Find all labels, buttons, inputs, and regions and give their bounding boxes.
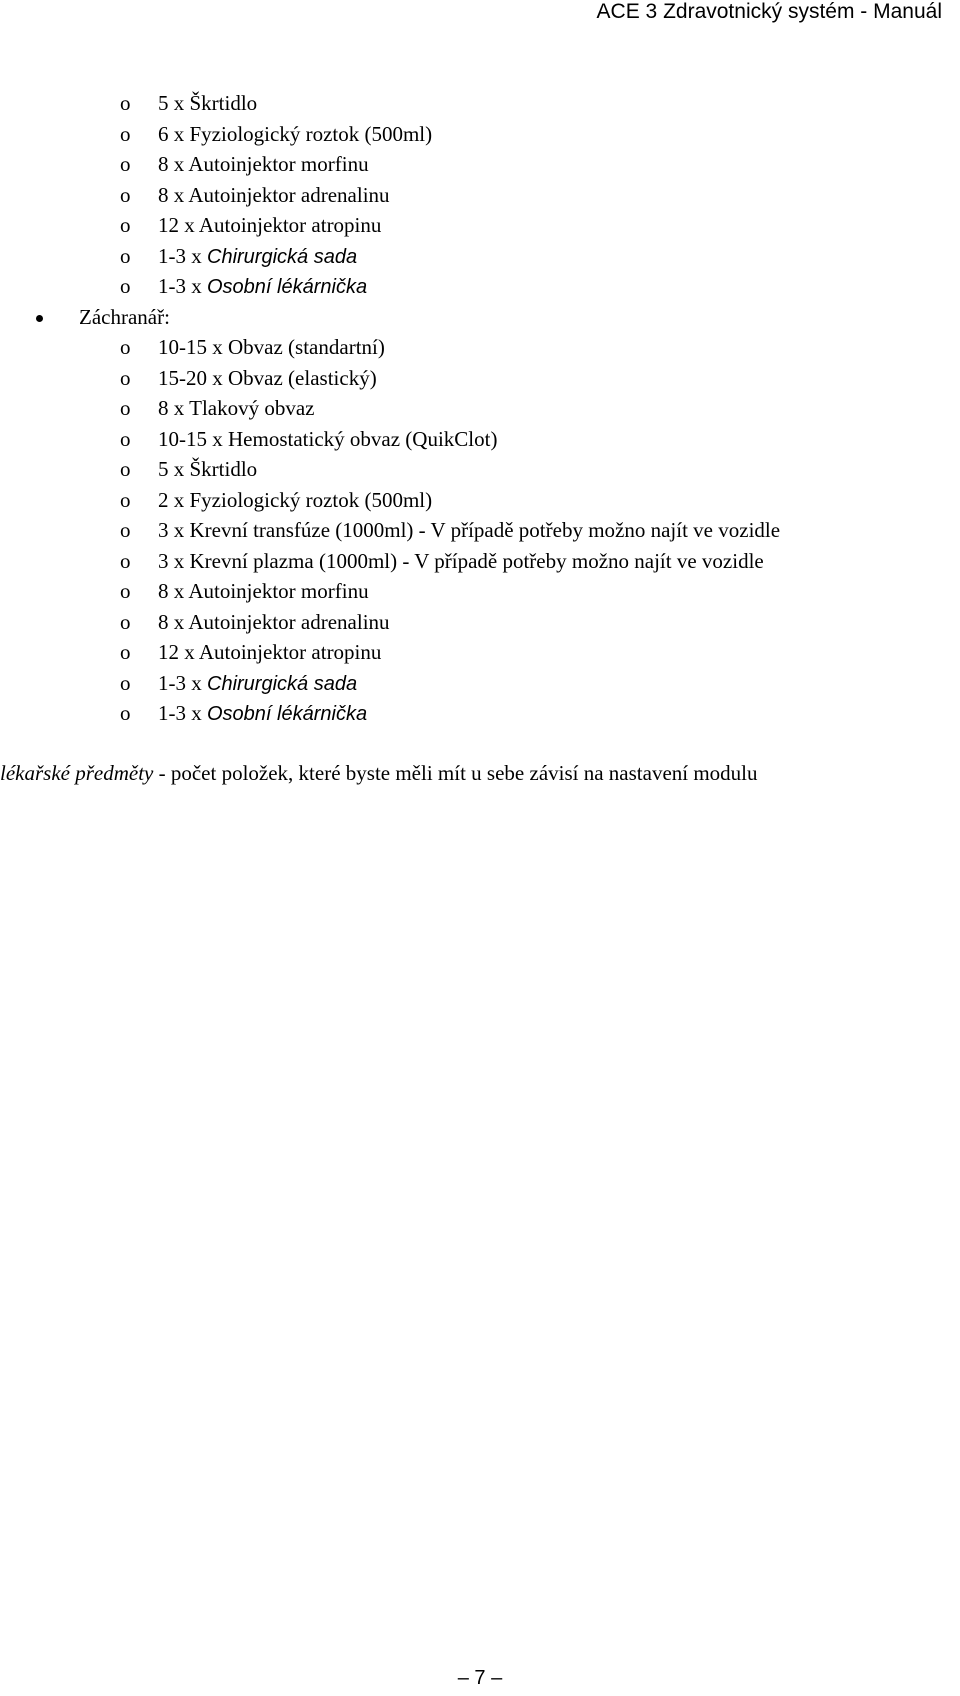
bullet-icon (36, 315, 43, 322)
list-item (0, 424, 960, 455)
list-item (0, 149, 960, 180)
list-marker: o (120, 426, 131, 451)
list-item (0, 119, 960, 150)
item-text: 12 x Autoinjektor atropinu (158, 213, 382, 237)
item-text: 8 x Tlakový obvaz (158, 396, 315, 420)
list-marker: o (120, 609, 131, 634)
item-text: 3 x Krevní transfúze (1000ml) - V případě potřeby možno najít ve vozidle (158, 518, 781, 542)
list-marker: o (120, 701, 131, 725)
item-text: 1-3 x Osobní lékárnička (158, 701, 368, 725)
list-item (0, 698, 960, 729)
item-text: 8 x Autoinjektor morfinu (158, 152, 369, 176)
item-text: 8 x Autoinjektor morfinu (158, 579, 369, 603)
list-item (0, 485, 960, 516)
note-emphasis: lékařské předměty (0, 761, 154, 785)
item-text: 5 x Škrtidlo (158, 457, 258, 481)
page-number: ‒ 7 ‒ (457, 1667, 503, 1689)
list-item (0, 241, 960, 272)
item-text: 2 x Fyziologický roztok (500ml) (158, 487, 433, 512)
item-text: 1-3 x Chirurgická sada (158, 670, 358, 695)
list-item (0, 607, 960, 638)
list-item (0, 576, 960, 607)
list-marker: o (120, 274, 131, 298)
list-item (0, 332, 960, 363)
list-item (0, 668, 960, 699)
list-item (0, 363, 960, 394)
list-item (0, 454, 960, 485)
list-item (0, 271, 960, 302)
equipment-list (0, 88, 960, 729)
list-marker: o (120, 548, 131, 573)
running-header: ACE 3 Zdravotnický systém - Manuál (596, 0, 942, 23)
item-text: 8 x Autoinjektor adrenalinu (158, 609, 390, 634)
list-item (0, 393, 960, 424)
list-item (0, 210, 960, 241)
list-marker: o (120, 91, 131, 115)
section-heading-row (0, 302, 960, 333)
list-marker: o (120, 670, 131, 695)
item-text: 1-3 x Chirurgická sada (158, 243, 358, 268)
list-marker: o (120, 640, 131, 664)
item-text: 6 x Fyziologický roztok (500ml) (158, 121, 433, 146)
item-text: 10-15 x Hemostatický obvaz (QuikClot) (158, 426, 498, 451)
note-text: - počet položek, které byste měli mít u sebe závisí na nastavení modulu (153, 761, 758, 785)
list-marker: o (120, 335, 131, 359)
list-item (0, 180, 960, 211)
list-item (0, 88, 960, 119)
section-label: Záchranář: (79, 304, 170, 329)
item-text: 3 x Krevní plazma (1000ml) - V případě potřeby možno najít ve vozidle (158, 548, 764, 573)
item-text: 10-15 x Obvaz (standartní) (158, 335, 385, 359)
list-marker: o (120, 365, 131, 390)
list-marker: o (120, 182, 131, 207)
list-marker: o (120, 487, 131, 512)
settings-note (0, 758, 758, 788)
list-item (0, 637, 960, 668)
list-marker: o (120, 243, 131, 268)
list-marker: o (120, 213, 131, 237)
list-marker: o (120, 152, 131, 176)
item-text: 12 x Autoinjektor atropinu (158, 640, 382, 664)
list-marker: o (120, 121, 131, 146)
list-marker: o (120, 518, 131, 542)
list-marker: o (120, 396, 131, 420)
list-marker: o (120, 579, 131, 603)
item-text: 1-3 x Osobní lékárnička (158, 274, 368, 298)
list-marker: o (120, 457, 131, 481)
list-item (0, 515, 960, 546)
item-text: 15-20 x Obvaz (elastický) (158, 365, 377, 390)
item-text: 5 x Škrtidlo (158, 91, 258, 115)
item-text: 8 x Autoinjektor adrenalinu (158, 182, 390, 207)
list-item (0, 546, 960, 577)
